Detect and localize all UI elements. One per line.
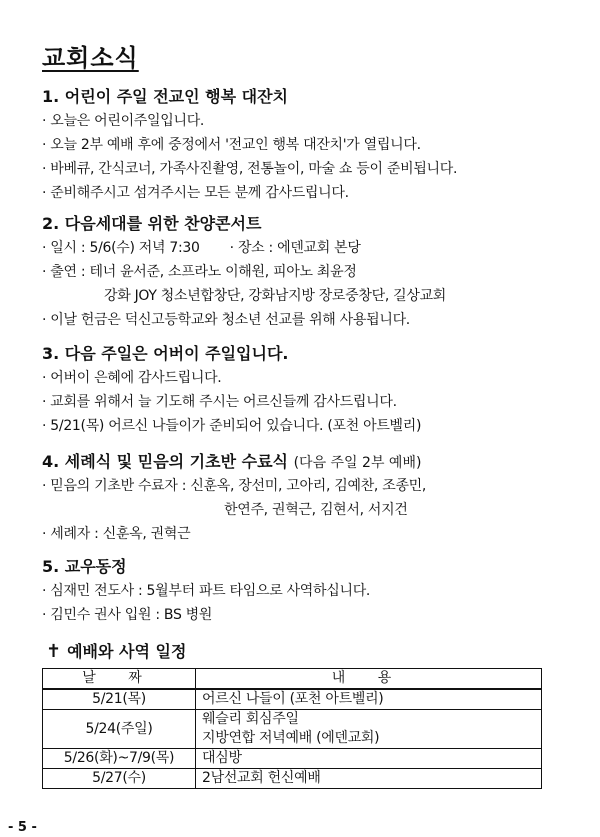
concert-date: · 일시 : 5/6(수) 저녁 7:30 [42, 240, 200, 256]
baptized-line: · 세례자 : 신훈옥, 권혁근 [42, 526, 191, 542]
table-row [43, 769, 542, 789]
schedule-content-line: 지방연합 저녁예배 (에덴교회) [202, 730, 380, 746]
schedule-date: 5/21(목) [43, 689, 196, 710]
concert-offering: · 이날 헌금은 덕신고등학교와 청소년 선교를 위해 사용됩니다. [42, 312, 410, 328]
page-number: - 5 - [8, 820, 37, 835]
cross-icon: ✝ [46, 641, 62, 662]
schedule-content: 대심방 [196, 749, 542, 769]
schedule-title [46, 640, 186, 664]
page-title: 교회소식 [42, 44, 139, 72]
news-line: · 김민수 권사 입원 : BS 병원 [42, 607, 213, 623]
section-praise-concert [42, 212, 562, 332]
schedule-content: 2남선교회 헌신예배 [196, 769, 542, 789]
concert-performers-cont: 강화 JOY 청소년합창단, 강화남지방 장로중창단, 길상교회 [104, 288, 447, 304]
schedule-table [42, 668, 542, 789]
header-content: 내 용 [196, 669, 542, 690]
news-line: · 심재민 전도사 : 5월부터 파트 타임으로 사역하십니다. [42, 583, 371, 599]
section-heading [42, 450, 562, 474]
news-line: · 준비해주시고 섬겨주시는 모든 분께 감사드립니다. [42, 185, 349, 201]
section-heading: 5. 교우동정 [42, 557, 127, 576]
schedule-content: 어르신 나들이 (포천 아트벨리) [196, 689, 542, 710]
table-row [43, 710, 542, 749]
schedule-content [196, 710, 542, 749]
news-line: · 교회를 위해서 늘 기도해 주시는 어르신들께 감사드립니다. [42, 394, 397, 410]
concert-performers: · 출연 : 테너 윤서준, 소프라노 이해원, 피아노 최윤정 [42, 264, 357, 280]
section-member-news [42, 555, 562, 627]
section-children-day [42, 85, 562, 205]
section-heading: 2. 다음세대를 위한 찬양콘서트 [42, 214, 262, 233]
news-line: · 5/21(목) 어르신 나들이가 준비되어 있습니다. (포천 아트벨리) [42, 418, 422, 434]
schedule-title-text: 예배와 사역 일정 [67, 642, 187, 661]
table-row [43, 689, 542, 710]
section-baptism [42, 450, 562, 546]
header-date: 날 짜 [43, 669, 196, 690]
concert-place: · 장소 : 에덴교회 본당 [229, 240, 361, 256]
section-heading-note: (다음 주일 2부 예배) [293, 455, 422, 471]
section-heading: 1. 어린이 주일 전교인 행복 대잔치 [42, 87, 288, 106]
table-row [43, 749, 542, 769]
section-heading-text: 4. 세례식 및 믿음의 기초반 수료식 [42, 452, 288, 471]
news-line: · 오늘은 어린이주일입니다. [42, 113, 205, 129]
schedule-date: 5/27(수) [43, 769, 196, 789]
graduates-line: · 믿음의 기초반 수료자 : 신훈옥, 장선미, 고아리, 김예찬, 조종민, [42, 478, 427, 494]
section-heading: 3. 다음 주일은 어버이 주일입니다. [42, 344, 289, 363]
graduates-line-cont: 한연주, 권혁근, 김현서, 서지건 [224, 502, 408, 518]
schedule-date: 5/24(주일) [43, 710, 196, 749]
schedule-content-line: 웨슬리 회심주일 [202, 711, 299, 727]
schedule-date: 5/26(화)~7/9(목) [43, 749, 196, 769]
news-line: · 어버이 은혜에 감사드립니다. [42, 370, 222, 386]
table-header-row [43, 669, 542, 690]
section-parents-day [42, 342, 562, 438]
news-line: · 오늘 2부 예배 후에 중정에서 '전교인 행복 대잔치'가 열립니다. [42, 137, 421, 153]
concert-datetime-place-line [42, 236, 562, 260]
news-line: · 바베큐, 간식코너, 가족사진촬영, 전통놀이, 마술 쇼 등이 준비됩니다. [42, 161, 458, 177]
